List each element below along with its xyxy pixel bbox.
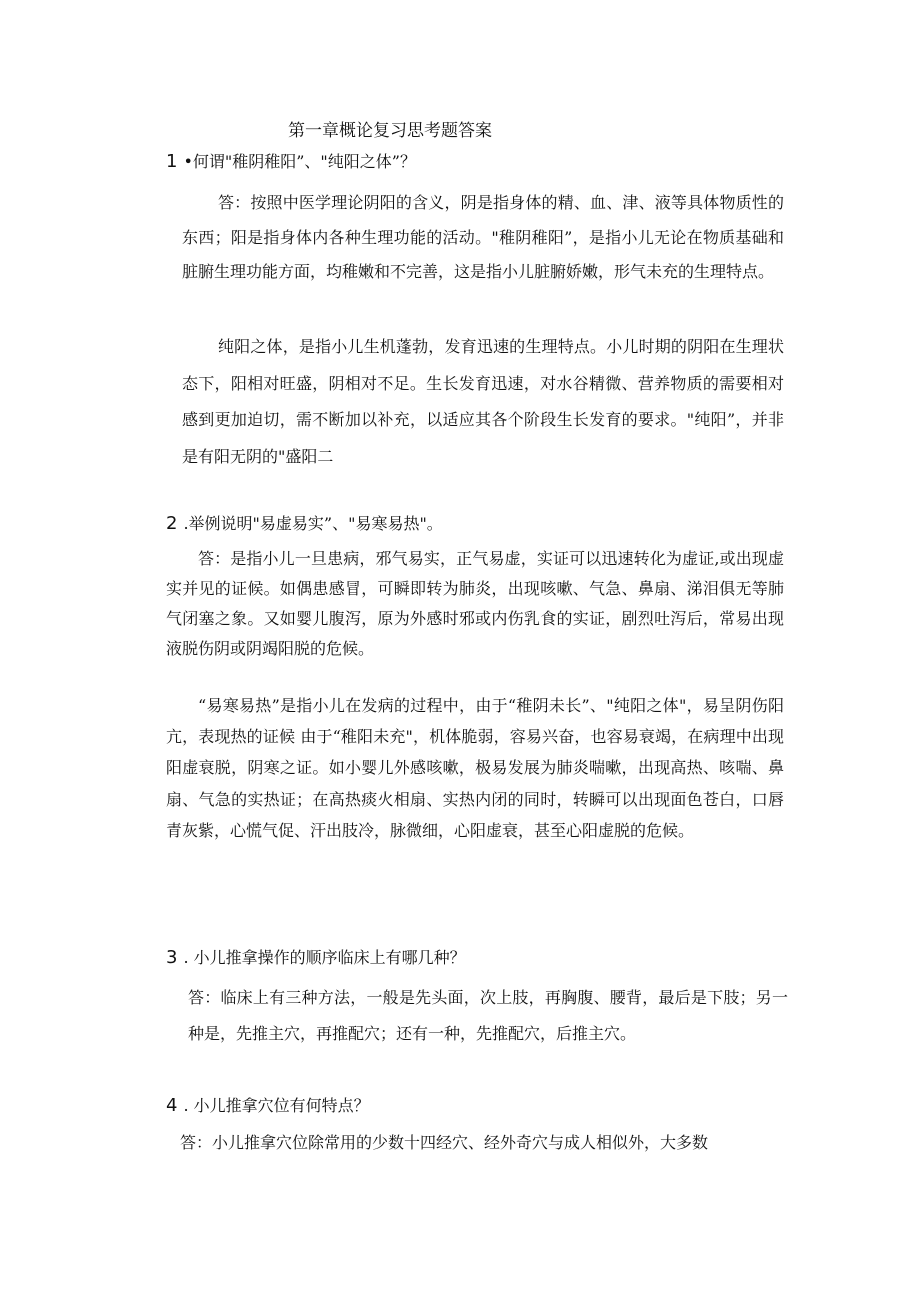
question-text: . 小儿推拿穴位有何特点？: [183, 1096, 370, 1115]
question-heading: [166, 512, 443, 536]
question-heading: [166, 150, 416, 174]
question-text: •何谓"稚阴稚阳”、"纯阳之体”？: [183, 152, 416, 171]
page-title: 第一章概论复习思考题答案: [288, 121, 492, 141]
question-heading: [166, 1094, 370, 1118]
question-number: 2: [166, 513, 178, 534]
answer-paragraph: 纯阳之体，是指小儿生机蓬勃，发育迅速的生理特点。小儿时期的阴阳在生理状态下，阳相对旺盛，阴相对不足。生长发育迅速，对水谷精微、营养物质的需要相对感到更加迫切，需不断加以补充，以适应其各个阶段生长发育的要求。"纯阳”，并非是有阳无阴的"盛阳二: [182, 337, 784, 466]
question-heading: [166, 946, 466, 970]
question-text: .举例说明"易虚易实”、"易寒易热"。: [183, 514, 443, 533]
question-text: . 小儿推拿操作的顺序临床上有哪几种？: [183, 948, 466, 967]
answer-paragraph: “易寒易热”是指小儿在发病的过程中，由于“稚阴未长”、"纯阳之体"，易呈阴伤阳亢，表现热的证候 由于“稚阳未充"，机体脆弱，容易兴奋，也容易衰竭，在病理中出现阳虚衰脱，阴寒之证。如小婴儿外感咳嗽，极易发展为肺炎喘嗽，出现高热、咳喘、鼻扇、气急的实热证；在高热痰火相扇、实热内闭的同时，转瞬可以出现面色苍白，口唇青灰紫，心慌气促、汗出肢冷，脉微细，心阳虚衰，甚至心阳虚脱的危候。: [166, 696, 784, 840]
answer-paragraph: 答：小儿推拿穴位除常用的少数十四经穴、经外奇穴与成人相似外，大多数: [180, 1133, 709, 1152]
question-number: 3: [166, 947, 178, 968]
answer-paragraph: 答：按照中医学理论阴阳的含义，阴是指身体的精、血、津、液等具体物质性的东西；阳是指身体内各种生理功能的活动。"稚阴稚阳”，是指小儿无论在物质基础和脏腑生理功能方面，均稚嫩和不完善，这是指小儿脏腑娇嫩，形气未充的生理特点。: [182, 193, 784, 281]
question-number: 1: [166, 151, 178, 172]
answer-paragraph: 答：临床上有三种方法，一般是先头面，次上肢，再胸腹、腰背，最后是下肢；另一种是，先推主穴，再推配穴；还有一种，先推配穴，后推主穴。: [188, 988, 788, 1043]
answer-paragraph: 答：是指小儿一旦患病，邪气易实，正气易虚，实证可以迅速转化为虚证,或出现虚实并见的证候。如偶患感冒，可瞬即转为肺炎，出现咳嗽、气急、鼻扇、涕泪俱无等肺气闭塞之象。又如婴儿腹泻，原为外感时邪或内伤乳食的实证，剧烈吐泻后，常易出现液脱伤阴或阴竭阳脱的危候。: [166, 549, 784, 658]
question-number: 4: [166, 1095, 178, 1116]
